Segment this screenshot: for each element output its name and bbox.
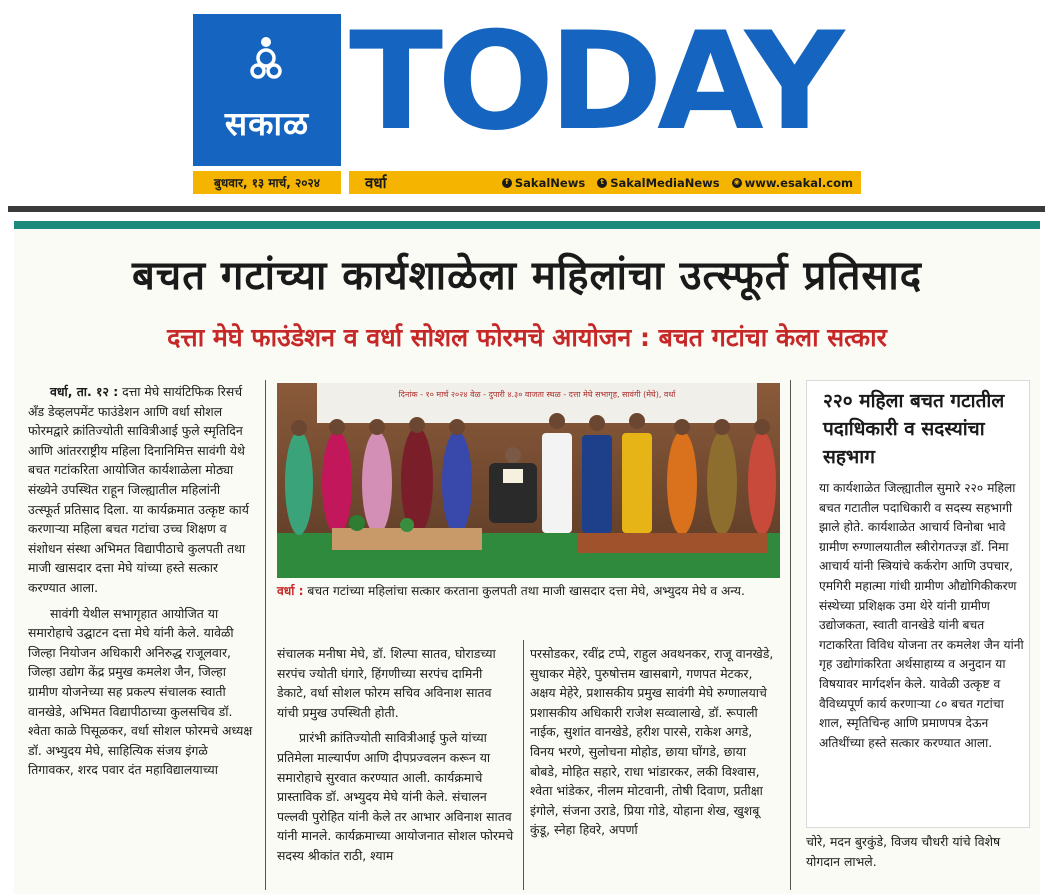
event-photo-illustration bbox=[277, 383, 780, 578]
masthead-title: TODAY bbox=[349, 2, 839, 161]
social-twitter-label: SakalMediaNews bbox=[610, 175, 720, 190]
edition-strip bbox=[349, 171, 861, 194]
edition-city: वर्धा bbox=[365, 173, 387, 192]
sakal-emblem-icon bbox=[249, 36, 283, 80]
sakal-logo bbox=[193, 14, 341, 166]
social-facebook-label: SakalNews bbox=[514, 175, 586, 190]
facebook-icon: f bbox=[502, 178, 512, 188]
sidebar-box-body: या कार्यशाळेत जिल्ह्यातील सुमारे २२० महिला बचत गटातील पदाधिकारी व सदस्य सहभागी झाले होते. कार्यशाळेत आचार्य विनोबा भावे ग्रामीण रुग्णालयातील स्त्रीरोगतज्ज्ञ डॉ. निमा आचार्य यांनी स्त्रियांचे कर्करोग आणि उपचार, एमगिरी महात्मा गांधी ग्रामीण औद्योगिकीकरण संस्थेच्या प्रशिक्षक उमा थेरे यांनी ग्रामीण उद्योजकता, स्वाती वानखेडे यांनी बचत गटाकरिता विविध योजना तर कमलेश जैन यांनी गृह उद्योगांकरिता अर्थसाहाय्य व अनुदान या विषयावर मार्गदर्शन केले. यावेळी उत्कृष्ट व वैविध्यपूर्ण कार्य करणाऱ्या ८० बचत गटांचा शाल, स्मृतिचिन्ह आणि प्रमाणपत्र देऊन अतिथींच्या हस्ते सत्कार करण्यात आला. bbox=[819, 481, 1024, 750]
logo-wordmark: सकाळ bbox=[224, 104, 310, 143]
social-links bbox=[502, 176, 853, 190]
event-photo bbox=[277, 383, 780, 578]
caption-city: वर्धा : bbox=[277, 584, 304, 598]
article-top-rule bbox=[14, 221, 1040, 229]
column-divider bbox=[790, 380, 791, 890]
article-column-1 bbox=[28, 382, 256, 888]
dateline: वर्धा, ता. १२ : bbox=[50, 384, 119, 399]
column-divider bbox=[265, 380, 266, 890]
social-website-label: www.esakal.com bbox=[744, 175, 853, 190]
twitter-icon: t bbox=[597, 178, 607, 188]
column-2-paragraph-2: प्रारंभी क्रांतिज्योती सावित्रीआई फुले यांच्या प्रतिमेला माल्यार्पण आणि दीपप्रज्वलन करून या समारोहाचे सुरवात करण्यात आली. कार्यक्रमाचे प्रास्ताविक डॉ. अभ्युदय मेघे यांनी केले. संचालन पल्लवी पुरोहित यांनी केले तर आभार अविनाश सातव यांनी मानले. कार्यक्रमाच्या आयोजनात सोशल फोरमचे सदस्य श्रीकांत राठी, श्याम bbox=[277, 730, 514, 863]
column-1-paragraph-1: दत्ता मेघे सायंटिफिक रिसर्च अँड डेव्हलपमेंट फाउंडेशन आणि वर्धा सोशल फोरमद्वारे क्रांतिज्योती सावित्रीआई फुले स्मृतिदिन आणि आंतरराष्ट्रीय महिला दिनानिमित्त सावंगी येथे बचत गटांकरिता आयोजित कार्यशाळेला मोठ्या संख्येने उपस्थित राहून जिल्ह्यातील महिलांनी उत्स्फूर्त प्रतिसाद दिला. या कार्यक्रमात उत्कृष्ट कार्य करणाऱ्या महिला बचत गटांचा उच्च शिक्षण व संशोधन संस्था अभिमत विद्यापीठाचे कुलपती तथा माजी खासदार दत्ता मेघे यांच्या हस्ते सत्कार करण्यात आला. bbox=[28, 384, 249, 595]
column-3-paragraph-1: परसोडकर, रवींद्र टप्पे, राहुल अवथनकर, राजू वानखेडे, सुधाकर मेहेरे, पुरुषोत्तम खासबागे, गणपत मेटकर, अक्षय मेहेरे, प्रशासकीय प्रमुख सावंगी मेघे रुग्णालयाचे प्रशासकीय अधिकारी राजेश सव्वालाखे, डॉ. रूपाली नाईक, सुशांत वानखेडे, हरीश पारसे, राकेश अगडे, विनय भरणे, सुलोचना मोहोड, छाया घोंगडे, छाया बोबडे, मोहित सहारे, राधा भांडारकर, लकी विश्वास, श्वेता भांडेकर, नीलम मोटवानी, तोषी दिवाण, प्रतीक्षा इंगोले, संजना उराडे, प्रिया गोडे, योहाना शेख, खुशबू कुंडू, स्नेहा हिवरे, अपर्णा bbox=[530, 646, 774, 838]
issue-date: बुधवार, १३ मार्च, २०२४ bbox=[193, 171, 341, 194]
social-website[interactable] bbox=[732, 176, 853, 190]
column-2-paragraph-1: संचालक मनीषा मेघे, डॉ. शिल्पा सातव, घोराडच्या सरपंच ज्योती घंगारे, हिंगणीच्या सरपंच दामिनी डेकाटे, वर्धा सोशल फोरम सचिव अविनाश सातव यांची प्रमुख उपस्थिती होती. bbox=[277, 646, 496, 720]
sidebar-box-title: २२० महिला बचत गटातील पदाधिकारी व सदस्यांचा सहभाग bbox=[823, 390, 1005, 468]
column-1-paragraph-2: सावंगी येथील सभागृहात आयोजित या समारोहाचे उद्घाटन दत्ता मेघे यांनी केले. यावेळी जिल्हा नियोजन अधिकारी अनिरुद्ध राजूलवार, जिल्हा उद्योग केंद्र प्रमुख कमलेश जैन, जिल्हा ग्रामीण योजनेच्या सह प्रकल्प संचालक स्वाती वानखेडे, अभिमत विद्यापीठाच्या कुलसचिव डॉ. श्वेता काळे पिसूळकर, वर्धा सोशल फोरमचे अध्यक्ष डॉ. अभ्युदय मेघे, साहित्यिक संजय इंगळे तिगावकर, शरद पवार दंत महाविद्यालयाच्या bbox=[28, 605, 253, 778]
sidebar-box bbox=[806, 380, 1030, 828]
globe-icon: ◉ bbox=[733, 178, 740, 186]
article-headline: बचत गटांच्या कार्यशाळेला महिलांचा उत्स्फूर्त प्रतिसाद bbox=[131, 253, 923, 299]
article-column-3 bbox=[530, 644, 775, 888]
column-4-tail: चोरे, मदन बुरकुंडे, विजय चौधरी यांचे विशेष योगदान लाभले. bbox=[806, 834, 1001, 869]
social-twitter[interactable] bbox=[597, 176, 719, 190]
social-facebook[interactable] bbox=[502, 176, 585, 190]
column-divider bbox=[523, 640, 524, 890]
caption-text: बचत गटांच्या महिलांचा सत्कार करताना कुलपती तथा माजी खासदार दत्ता मेघे, अभ्युदय मेघे व अन्य. bbox=[307, 584, 745, 598]
masthead-divider bbox=[8, 206, 1045, 212]
photo-banner-text: दिनांक - १० मार्च २०२४ वेळ - दुपारी ४.३० वाजता स्थळ - दत्ता मेघे सभागृह, सावंगी (मेघे), वर्धा bbox=[398, 390, 676, 399]
article-column-2 bbox=[277, 644, 515, 888]
photo-caption bbox=[277, 582, 780, 601]
article-subheadline: दत्ता मेघे फाउंडेशन व वर्धा सोशल फोरमचे आयोजन : बचत गटांचा केला सत्कार bbox=[167, 323, 887, 352]
